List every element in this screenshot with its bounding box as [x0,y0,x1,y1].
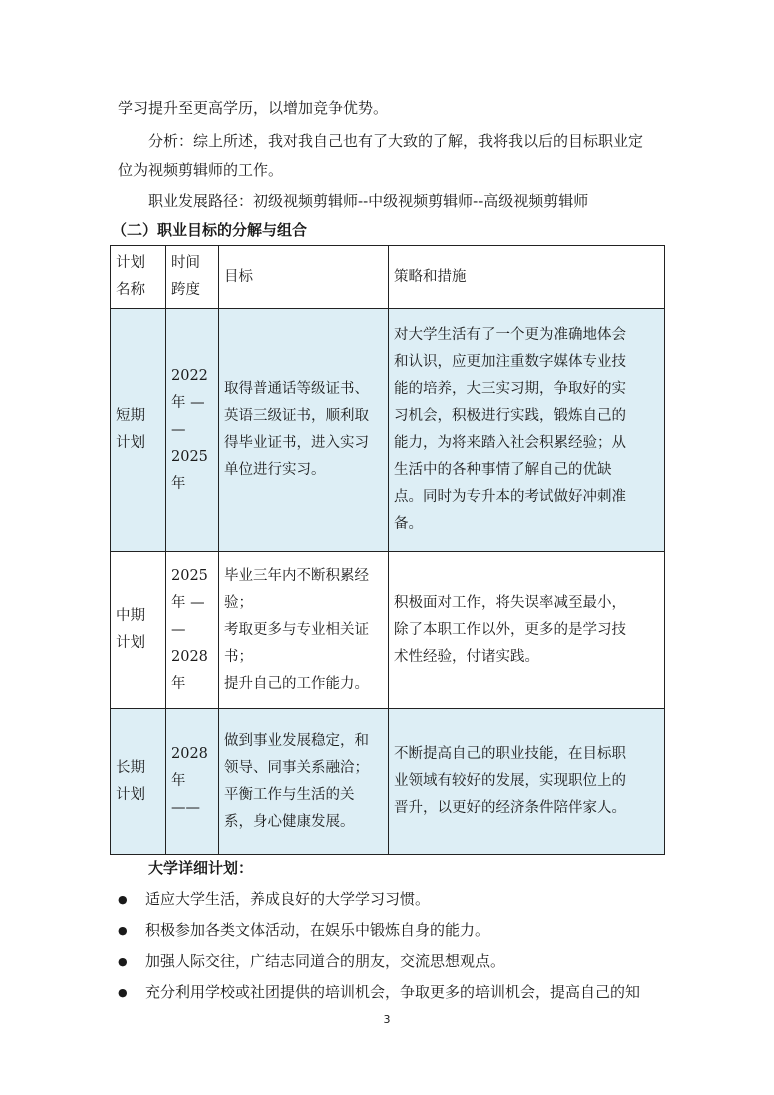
career-plan-table [110,245,665,855]
bullet-item: 加强人际交往，广结志同道合的朋友，交流思想观点。 [145,952,506,970]
bullet-icon: ● [118,893,128,906]
bullet-icon: ● [118,955,128,968]
bullet-item: 适应大学生活，养成良好的大学学习习惯。 [145,890,431,908]
row-strategy: 对大学生活有了一个更为准确地体会 和认识，应更加注重数字媒体专业技 能的培养，大三实习期，争取好的实 习机会，积极进行实践，锻炼自己的 能力，为将来踏入社会积累经验；从 生活中的各种事情了解自己的优缺 点。同时为专升本的考试做好冲刺准 备。 [389,309,665,552]
bullet-item: 充分利用学校或社团提供的培训机会，争取更多的培训机会，提高自己的知 [145,983,641,1001]
career-path: 职业发展路径：初级视频剪辑师--中级视频剪辑师--高级视频剪辑师 [148,192,589,210]
page-number: 3 [383,1013,391,1026]
intro-line: 学习提升至更高学历，以增加竞争优势。 [118,99,389,117]
bullet-item: 积极参加各类文体活动，在娱乐中锻炼自身的能力。 [145,921,491,939]
bullet-icon: ● [118,924,128,937]
table-row-mid [111,552,665,709]
row-plan-name: 短期 计划 [111,309,166,552]
row-plan-name: 长期 计划 [111,709,166,855]
analysis-line-2: 位为视频剪辑师的工作。 [118,161,284,179]
row-strategy: 不断提高自己的职业技能，在目标职 业领域有较好的发展，实现职位上的 晋升，以更好的经济条件陪伴家人。 [389,709,665,855]
table-header-row [111,246,665,309]
row-goal: 毕业三年内不断积累经 验； 考取更多与专业相关证 书； 提升自己的工作能力。 [219,552,389,709]
row-time-span: 2028 年 —— [166,709,219,855]
detail-plan-title: 大学详细计划： [148,859,254,877]
section-title: （二）职业目标的分解与组合 [112,221,308,239]
analysis-line-1: 分析：综上所述，我对我自己也有了大致的了解，我将我以后的目标职业定 [148,132,644,150]
header-strategy: 策略和措施 [389,246,665,309]
row-strategy: 积极面对工作，将失误率减至最小， 除了本职工作以外，更多的是学习技 术性经验，付诸实践。 [389,552,665,709]
header-time-span: 时间 跨度 [166,246,219,309]
bullet-icon: ● [118,986,128,999]
row-plan-name: 中期 计划 [111,552,166,709]
table-row-long [111,709,665,855]
table-row-short [111,309,665,552]
row-goal: 取得普通话等级证书、 英语三级证书，顺利取 得毕业证书，进入实习 单位进行实习。 [219,309,389,552]
row-time-span: 2022 年 — — 2025 年 [166,309,219,552]
header-plan-name: 计划 名称 [111,246,166,309]
row-goal: 做到事业发展稳定，和 领导、同事关系融洽； 平衡工作与生活的关 系，身心健康发展。 [219,709,389,855]
row-time-span: 2025 年 — — 2028 年 [166,552,219,709]
header-goal: 目标 [219,246,389,309]
